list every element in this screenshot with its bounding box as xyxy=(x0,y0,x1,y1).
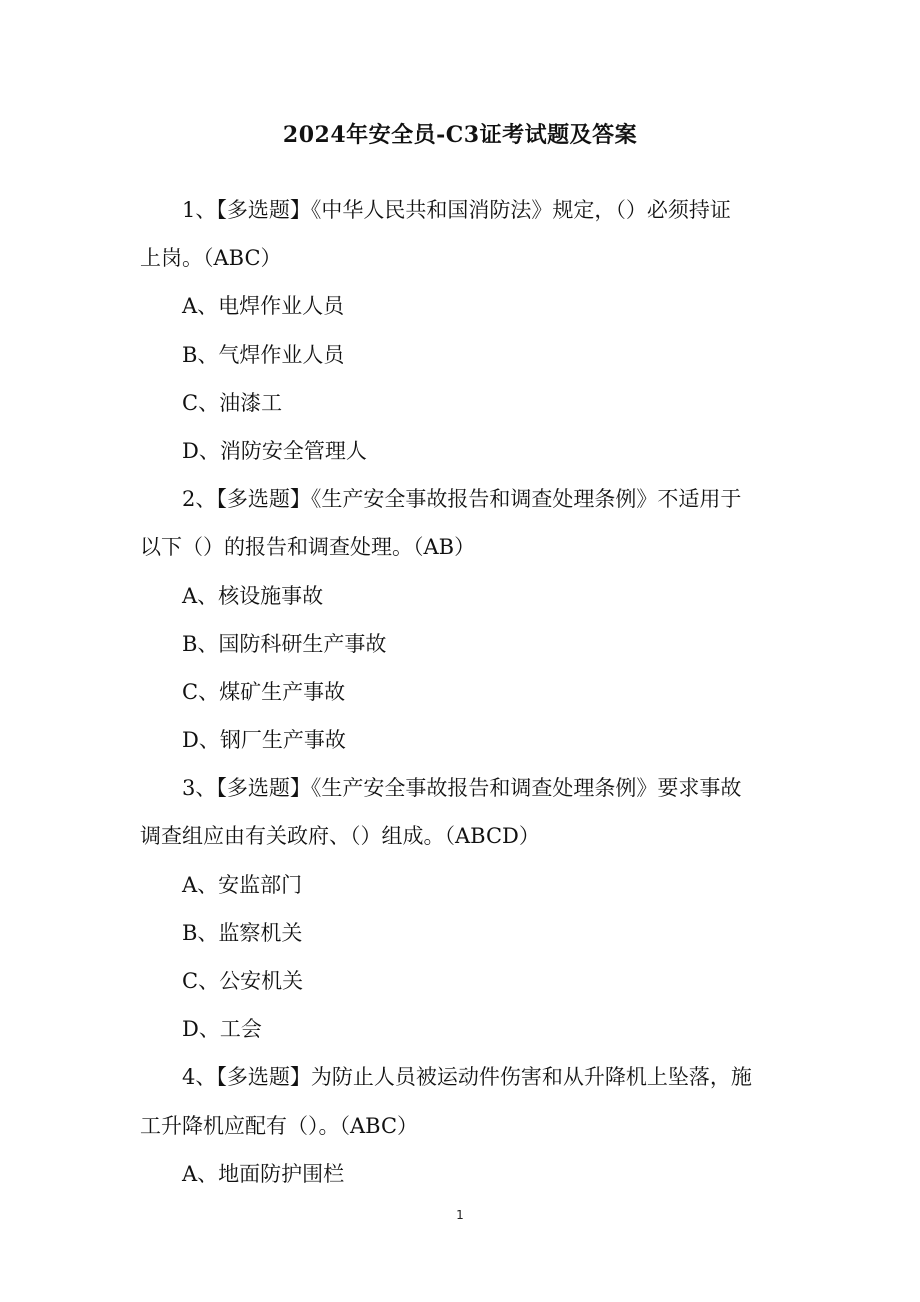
question-2-option-c: C、煤矿生产事故 xyxy=(182,679,346,704)
question-3-option-d: D、工会 xyxy=(182,1017,262,1042)
page-number: 1 xyxy=(456,1208,464,1222)
question-1-option-d: D、消防安全管理人 xyxy=(182,438,367,463)
question-1-line-1: 1、【多选题】《中华人民共和国消防法》规定，（）必须持证 xyxy=(182,198,731,222)
question-3-option-c: C、公安机关 xyxy=(182,969,304,993)
question-4-line-1: 4、【多选题】为防止人员被运动件伤害和从升降机上坠落，施 xyxy=(182,1065,752,1090)
question-3-option-a: A、安监部门 xyxy=(182,872,303,897)
question-1-option-c: C、油漆工 xyxy=(182,390,283,415)
document-body xyxy=(140,186,780,1198)
question-2-line-2: 以下（）的报告和调查处理。（AB） xyxy=(140,535,476,560)
question-3-line-1: 3、【多选题】《生产安全事故报告和调查处理条例》要求事故 xyxy=(182,776,742,801)
question-2-option-a: A、核设施事故 xyxy=(182,583,324,608)
question-4-option-a: A、地面防护围栏 xyxy=(182,1161,345,1186)
question-2-line-1: 2、【多选题】《生产安全事故报告和调查处理条例》不适用于 xyxy=(182,487,742,512)
question-3-option-b: B、监察机关 xyxy=(182,920,303,945)
document-title: 2024年安全员-C3证考试题及答案 xyxy=(282,122,638,148)
question-3-line-2: 调查组应由有关政府、（）组成。（ABCD） xyxy=(140,824,540,849)
question-1-option-b: B、气焊作业人员 xyxy=(182,342,345,367)
question-1-option-a: A、电焊作业人员 xyxy=(182,294,345,319)
question-1-line-2: 上岗。（ABC） xyxy=(140,246,282,271)
question-4-line-2: 工升降机应配有（）。（ABC） xyxy=(140,1113,419,1138)
question-2-option-b: B、国防科研生产事故 xyxy=(182,631,387,656)
question-2-option-d: D、钢厂生产事故 xyxy=(182,728,346,753)
